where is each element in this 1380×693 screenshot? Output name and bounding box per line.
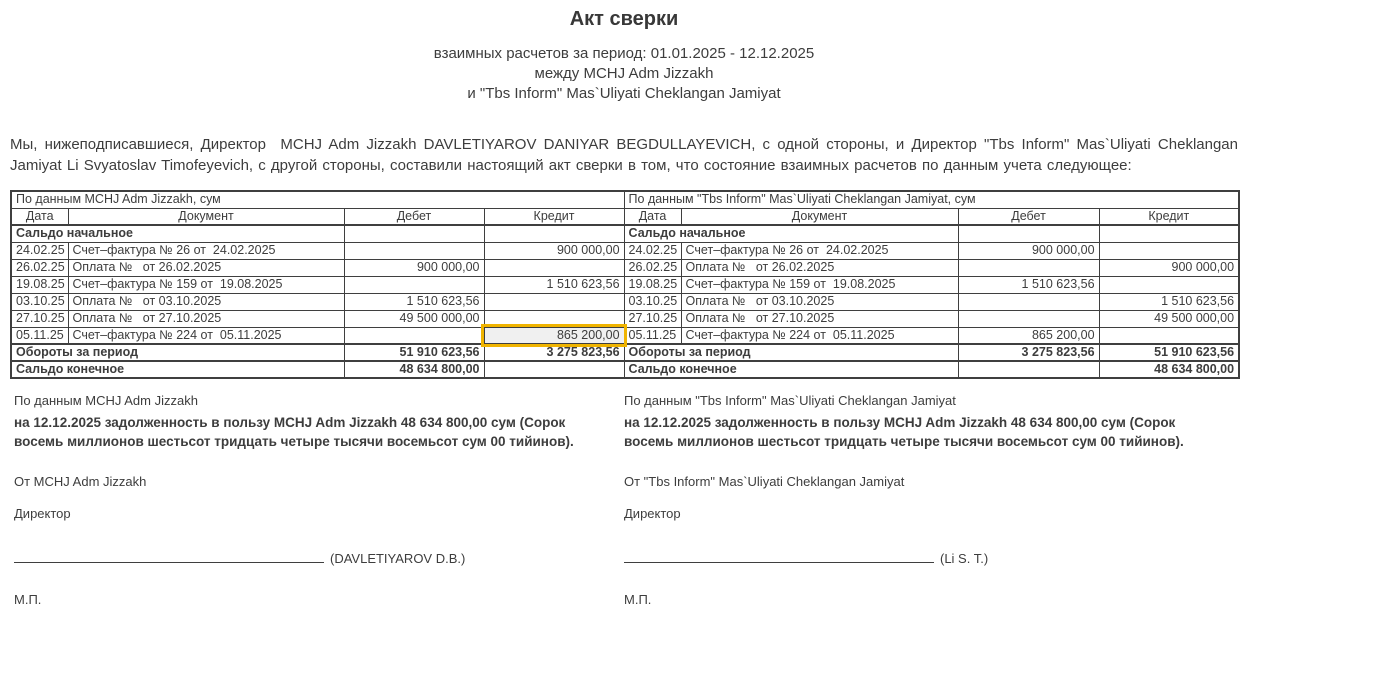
left-by-data-label: По данным MCHJ Adm Jizzakh — [14, 393, 198, 408]
document-cell: Оплата № от 26.02.2025 — [681, 259, 958, 276]
credit-cell: 1 510 623,56 — [484, 276, 624, 293]
right-signature-line — [624, 549, 934, 563]
right-table-caption: По данным "Tbs Inform" Mas`Uliyati Cheklangan Jamiyat, сум — [624, 191, 1239, 208]
credit-cell: 900 000,00 — [484, 242, 624, 259]
document-cell: Счет–фактура № 159 от 19.08.2025 — [68, 276, 344, 293]
date-cell: 03.10.25 — [11, 293, 68, 310]
left-col-date: Дата — [11, 208, 68, 225]
credit-cell: 900 000,00 — [1099, 259, 1239, 276]
right-debt-statement: на 12.12.2025 задолженность в пользу MCHJ Adm Jizzakh 48 634 800,00 сум (Сорок восемь миллионов шестьсот тридцать четыре тысячи восемьсот сум 00 тийинов). — [624, 415, 1184, 449]
left-signature-line — [14, 549, 324, 563]
right-stamp-label: М.П. — [624, 592, 652, 607]
debit-cell: 900 000,00 — [958, 242, 1099, 259]
closing-balance-row — [11, 361, 1239, 378]
debit-cell — [958, 293, 1099, 310]
document-cell: Оплата № от 03.10.2025 — [681, 293, 958, 310]
document-cell: Счет–фактура № 26 от 24.02.2025 — [681, 242, 958, 259]
debit-cell: 49 500 000,00 — [344, 310, 484, 327]
date-cell: 05.11.25 — [624, 327, 681, 344]
debit-cell: 1 510 623,56 — [344, 293, 484, 310]
right-closing-debit — [958, 361, 1099, 378]
right-col-date: Дата — [624, 208, 681, 225]
document-cell: Счет–фактура № 159 от 19.08.2025 — [681, 276, 958, 293]
debit-cell — [344, 276, 484, 293]
date-cell: 19.08.25 — [624, 276, 681, 293]
document-cell: Счет–фактура № 224 от 05.11.2025 — [681, 327, 958, 344]
debit-cell: 900 000,00 — [344, 259, 484, 276]
right-from-label: От "Tbs Inform" Mas`Uliyati Cheklangan Jamiyat — [624, 474, 905, 489]
right-col-document: Документ — [681, 208, 958, 225]
left-closing-credit — [484, 361, 624, 378]
left-from-label: От MCHJ Adm Jizzakh — [14, 474, 147, 489]
document-cell: Оплата № от 27.10.2025 — [68, 310, 344, 327]
credit-cell — [1099, 242, 1239, 259]
right-by-data-label: По данным "Tbs Inform" Mas`Uliyati Cheklangan Jamiyat — [624, 393, 956, 408]
document-header — [10, 8, 1238, 104]
document-cell: Оплата № от 03.10.2025 — [68, 293, 344, 310]
left-closing-debit: 48 634 800,00 — [344, 361, 484, 378]
document-cell: Оплата № от 26.02.2025 — [68, 259, 344, 276]
turnover-row — [11, 344, 1239, 361]
reconciliation-table — [10, 190, 1240, 379]
date-cell: 26.02.25 — [624, 259, 681, 276]
right-position-label: Директор — [624, 506, 681, 521]
highlighted-credit-cell[interactable]: 865 200,00 — [484, 327, 624, 344]
date-cell: 05.11.25 — [11, 327, 68, 344]
right-col-credit: Кредит — [1099, 208, 1239, 225]
right-opening-credit — [1099, 225, 1239, 242]
left-table-caption: По данным MCHJ Adm Jizzakh, сум — [11, 191, 624, 208]
right-turnover-credit: 51 910 623,56 — [1099, 344, 1239, 361]
left-stamp-label: М.П. — [14, 592, 42, 607]
right-signature-row — [624, 549, 1238, 566]
subtitle-party1: между MCHJ Adm Jizzakh — [534, 65, 714, 82]
intro-paragraph: Мы, нижеподписавшиеся, Директор MCHJ Adm Jizzakh DAVLETIYAROV DANIYAR BEGDULLAYEVICH, с одной стороны, и Директор "Tbs Inform" Mas`Uliyati Cheklangan Jamiyat Li Svyatoslav Timofeyevich, с другой стороны, составили настоящий акт сверки в том, что состояние взаимных расчетов по данным учета следующее: — [10, 136, 1238, 174]
subtitle-period: взаимных расчетов за период: 01.01.2025 - 12.12.2025 — [433, 45, 815, 62]
left-turnover-debit: 51 910 623,56 — [344, 344, 484, 361]
table-header-row — [11, 208, 1239, 225]
date-cell: 03.10.25 — [624, 293, 681, 310]
left-col-credit: Кредит — [484, 208, 624, 225]
right-opening-debit — [958, 225, 1099, 242]
right-turnover-label: Обороты за период — [624, 344, 958, 361]
table-row — [11, 310, 1239, 327]
opening-balance-row — [11, 225, 1239, 242]
left-turnover-label: Обороты за период — [11, 344, 344, 361]
footer-left-column — [10, 393, 623, 607]
table-row — [11, 259, 1239, 276]
left-closing-balance-label: Сальдо конечное — [11, 361, 344, 378]
table-caption-row — [11, 191, 1239, 208]
debit-cell: 1 510 623,56 — [958, 276, 1099, 293]
document-cell: Оплата № от 27.10.2025 — [681, 310, 958, 327]
left-opening-balance-label: Сальдо начальное — [11, 225, 344, 242]
date-cell: 19.08.25 — [11, 276, 68, 293]
left-signature-row — [14, 549, 623, 566]
credit-cell — [1099, 276, 1239, 293]
left-signer-name: (DAVLETIYAROV D.B.) — [330, 551, 466, 566]
debit-cell — [958, 310, 1099, 327]
left-opening-credit — [484, 225, 624, 242]
debit-cell — [958, 259, 1099, 276]
subtitle-party2: и "Tbs Inform" Mas`Uliyati Cheklangan Jamiyat — [467, 85, 781, 102]
left-position-label: Директор — [14, 506, 71, 521]
left-col-debit: Дебет — [344, 208, 484, 225]
right-closing-credit: 48 634 800,00 — [1099, 361, 1239, 378]
date-cell: 27.10.25 — [624, 310, 681, 327]
date-cell: 26.02.25 — [11, 259, 68, 276]
left-opening-debit — [344, 225, 484, 242]
credit-cell — [1099, 327, 1239, 344]
right-opening-balance-label: Сальдо начальное — [624, 225, 958, 242]
right-col-debit: Дебет — [958, 208, 1099, 225]
credit-cell — [484, 259, 624, 276]
debit-cell — [344, 242, 484, 259]
right-signer-name: (Li S. T.) — [940, 551, 989, 566]
footer-right-column — [623, 393, 1238, 607]
page-title: Акт сверки — [569, 8, 679, 30]
table-row — [11, 242, 1239, 259]
reconciliation-act-document — [10, 8, 1238, 607]
footer — [10, 393, 1238, 607]
date-cell: 27.10.25 — [11, 310, 68, 327]
left-turnover-credit: 3 275 823,56 — [484, 344, 624, 361]
right-turnover-debit: 3 275 823,56 — [958, 344, 1099, 361]
date-cell: 24.02.25 — [624, 242, 681, 259]
table-row — [11, 293, 1239, 310]
credit-cell — [484, 293, 624, 310]
debit-cell — [344, 327, 484, 344]
table-row — [11, 327, 1239, 344]
left-debt-statement: на 12.12.2025 задолженность в пользу MCHJ Adm Jizzakh 48 634 800,00 сум (Сорок восемь миллионов шестьсот тридцать четыре тысячи восемьсот сум 00 тийинов). — [14, 415, 574, 449]
credit-cell — [484, 310, 624, 327]
table-row — [11, 276, 1239, 293]
document-cell: Счет–фактура № 26 от 24.02.2025 — [68, 242, 344, 259]
credit-cell: 49 500 000,00 — [1099, 310, 1239, 327]
date-cell: 24.02.25 — [11, 242, 68, 259]
left-col-document: Документ — [68, 208, 344, 225]
debit-cell: 865 200,00 — [958, 327, 1099, 344]
document-cell: Счет–фактура № 224 от 05.11.2025 — [68, 327, 344, 344]
right-closing-balance-label: Сальдо конечное — [624, 361, 958, 378]
credit-cell: 1 510 623,56 — [1099, 293, 1239, 310]
